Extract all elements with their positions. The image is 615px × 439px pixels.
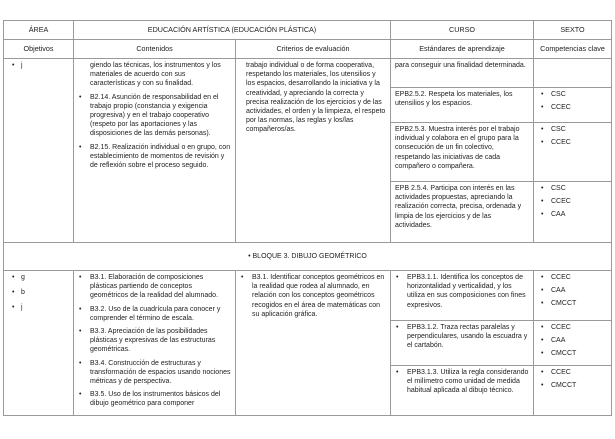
estandar-cell: EPB2.5.2. Respeta los materiales, los utensilios y los espacios. — [391, 88, 534, 123]
sexto-label: SEXTO — [534, 21, 612, 40]
column-header-row — [4, 40, 612, 59]
section1-criterio: trabajo individual o de forma cooperativa, respetando los materiales, los utensilios y los espacios, desarrollando la iniciativa y la creatividad, y apreciando la correcta y precisa realización de los ejercicios y de las actividades, el orden y la limpieza, el respeto por las normas, las reglas y los/las compañeros/as. — [236, 59, 391, 243]
estandar-cell: para conseguir una finalidad determinada. — [391, 59, 534, 88]
competencia-item: • CSC — [538, 125, 607, 134]
competencias-cell — [534, 88, 612, 123]
competencias-cell — [534, 123, 612, 182]
header-row — [4, 21, 612, 40]
contenido-intro: giendo las técnicas, los instrumentos y los materiales de acuerdo con sus características y con su finalidad. — [90, 62, 221, 88]
contenido-item: • B3.4. Construcción de estructuras y transformación de espacios usando nociones métricas y de perspectiva. — [79, 359, 231, 386]
competencia-item: • CCEC — [538, 103, 607, 112]
subject-title: EDUCACIÓN ARTÍSTICA (EDUCACIÓN PLÁSTICA) — [74, 21, 391, 40]
competencias-cell — [534, 182, 612, 243]
contenido-item: • B3.1. Elaboración de composiciones plásticas partiendo de conceptos geométricos de la realidad del alumnado. — [79, 274, 219, 300]
col-criterios: Criterios de evaluación — [236, 40, 391, 59]
estandar-cell: • EPB3.1.3. Utiliza la regla considerando el milímetro como unidad de medida habitual aplicada al dibujo técnico. — [391, 366, 534, 416]
competencia-item: • CMCCT — [538, 349, 607, 358]
block3-title: • BLOQUE 3. DIBUJO GEOMÉTRICO — [4, 243, 612, 271]
contenido-item: • B2.14. Asunción de responsabilidad en el trabajo propio (constancia y exigencia progresiva) y en el trabajo cooperativo (respeto por las aportaciones y las disposiciones de las demás personas). — [79, 93, 219, 138]
section1-contenidos — [74, 59, 236, 243]
competencia-item: • CAA — [538, 286, 607, 295]
area-label: ÁREA — [4, 21, 74, 40]
competencias-cell — [534, 320, 612, 366]
section2-row1 — [4, 271, 612, 321]
estandar-cell: EPB 2.5.4. Participa con interés en las actividades propuestas, apreciando la realización correcta, precisa, ordenada y limpia de los ejercicios y de las actividades. — [391, 182, 534, 243]
competencia-item: • CMCCT — [538, 381, 607, 390]
competencia-item: • CSC — [538, 90, 607, 99]
contenido-item: • B2.15. Realización individual o en grupo, con establecimiento de momentos de revisión y de reflexión sobre el proceso seguido. — [79, 143, 231, 170]
competencia-item: • CCEC — [538, 273, 607, 282]
section2-criterio — [236, 271, 391, 416]
col-contenidos: Contenidos — [74, 40, 236, 59]
col-competencias: Competencias clave — [534, 40, 612, 59]
estandar-cell: • EPB3.1.2. Traza rectas paralelas y perpendiculares, usando la escuadra y el cartabón. — [391, 320, 534, 366]
col-estandares: Estándares de aprendizaje — [391, 40, 534, 59]
competencia-item: • CMCCT — [538, 299, 607, 308]
section1-row1 — [4, 59, 612, 88]
contenido-item: • B3.5. Uso de los instrumentos básicos del dibujo geométrico para componer — [79, 391, 221, 408]
contenido-item: • B3.3. Apreciación de las posibilidades plásticas y expresivas de las estructuras geométricas. — [79, 328, 216, 354]
competencia-item: • CCEC — [538, 138, 607, 147]
competencia-item: • CAA — [538, 210, 607, 219]
section1-objetivos — [4, 59, 74, 243]
competencia-item: • CSC — [538, 184, 607, 193]
curriculum-table — [3, 20, 612, 416]
estandar-cell: EPB2.5.3. Muestra interés por el trabajo individual y colabora en el grupo para la consecución de un fin colectivo, respetando las iniciativas de cada compañero o compañera. — [391, 123, 534, 182]
competencias-cell — [534, 271, 612, 321]
curso-label: CURSO — [391, 21, 534, 40]
section2-contenidos — [74, 271, 236, 416]
col-objetivos: Objetivos — [4, 40, 74, 59]
competencia-item: • CCEC — [538, 368, 607, 377]
contenido-item: • B3.2. Uso de la cuadrícula para conocer y comprender el término de escala. — [79, 305, 221, 322]
competencias-cell — [534, 59, 612, 88]
competencias-cell — [534, 366, 612, 416]
competencia-item: • CCEC — [538, 197, 607, 206]
objective-item: • b — [8, 288, 69, 297]
objective-item: • g — [8, 273, 69, 282]
criterio-item: • B3.1. Identificar conceptos geométricos en la realidad que rodea al alumnado, en relación con los conceptos geométricos recogidos en el área de matemáticas con su aplicación gráfica. — [241, 274, 385, 318]
estandar-cell: • EPB3.1.1. Identifica los conceptos de horizontalidad y verticalidad, y los utiliza en sus composiciones con fines expresivos. — [391, 271, 534, 321]
section2-objetivos — [4, 271, 74, 416]
competencia-item: • CCEC — [538, 323, 607, 332]
objective-item: • j — [8, 61, 69, 70]
block3-row — [4, 243, 612, 271]
objective-item: • j — [8, 303, 69, 312]
competencia-item: • CAA — [538, 336, 607, 345]
